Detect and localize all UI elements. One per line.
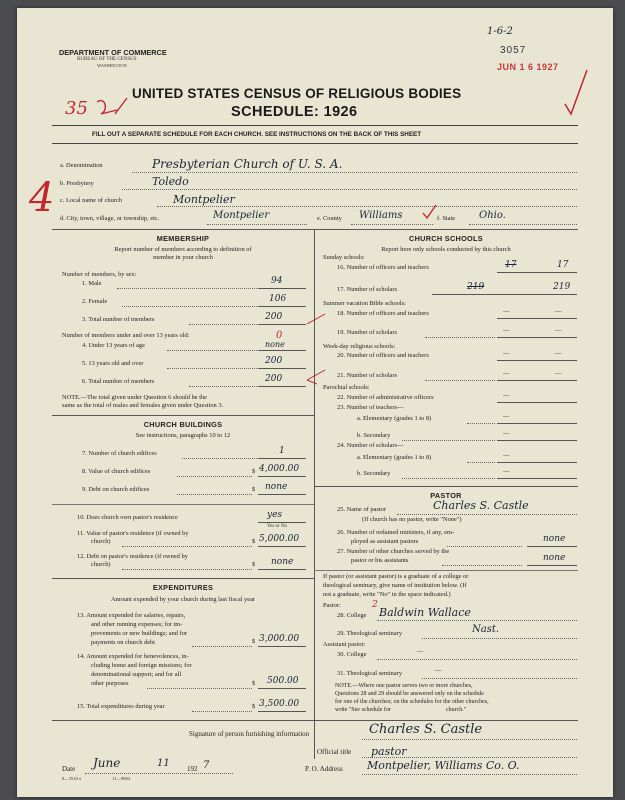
value-residence-value: 5,000.00 <box>259 534 300 544</box>
pastor-seminary-value: Nast. <box>472 624 500 635</box>
weekday-scholars-label: 21. Number of scholars <box>337 372 397 379</box>
running-expenses-label: 13. Amount expended for salaries, repairs, and other running expenses; for im- provements or new buildings; and for payments on church debt <box>77 612 188 646</box>
summer-scholars-label: 19. Number of scholars <box>337 329 397 336</box>
running-expenses-value: 3,000.00 <box>259 634 300 644</box>
assistant-seminary-label: 31. Theological seminary <box>337 670 403 677</box>
sunday-scholars-label: 17. Number of scholars <box>337 286 397 293</box>
po-address-label: P. O. Address <box>305 765 343 773</box>
scholars-elementary-label: a. Elementary (grades 1 to 8) <box>357 454 432 461</box>
department-label: DEPARTMENT OF COMMERCE <box>59 48 167 57</box>
owns-residence-label: 10. Does church own pastor's residence <box>77 514 178 521</box>
city-field-value: Montpelier <box>213 210 270 221</box>
local-name-value: Montpelier <box>173 193 235 206</box>
rule <box>52 143 578 144</box>
female-value: 106 <box>269 294 287 304</box>
debt-residence-value: none <box>271 557 294 567</box>
value-edifices-label: 8. Value of church edifices <box>82 468 151 475</box>
debt-edifices-label: 9. Debt on church edifices <box>82 486 150 493</box>
church-buildings-heading: CHURCH BUILDINGS <box>143 420 223 429</box>
13-and-over-label: 5. 13 years old and over <box>82 360 144 367</box>
total-members-6-value: 200 <box>265 374 283 384</box>
value-residence-label: church) <box>91 538 111 545</box>
teachers-elementary-label: a. Elementary (grades 1 to 8) <box>357 415 432 422</box>
presbytery-label: b. Presbytery <box>60 180 94 187</box>
schedule-title: SCHEDULE: 1926 <box>231 104 358 120</box>
church-edifices-value: 1 <box>279 446 285 456</box>
sunday-officers-value-crossed: 17 <box>505 260 517 270</box>
sunday-scholars-value-crossed: 219 <box>467 282 485 292</box>
total-members-label: 3. Total number of members <box>82 316 155 323</box>
under-13-value: none <box>265 340 285 349</box>
local-name-label: c. Local name of church <box>60 197 122 204</box>
church-schools-heading: CHURCH SCHOOLS <box>409 234 483 243</box>
state-value: Ohio. <box>479 210 506 221</box>
owns-residence-value: yes <box>267 510 283 520</box>
red-scribble-icon <box>95 96 129 118</box>
assistant-college-label: 30. College <box>337 651 367 658</box>
date-year-digit: 7 <box>203 760 210 771</box>
male-value: 94 <box>271 276 283 286</box>
date-year-printed: 192 <box>187 765 198 773</box>
other-churches-label: pastor or his assistants <box>351 557 409 564</box>
pastor-note: NOTE.—Where one pastor serves two or more churches, Questions 28 and 29 should be answered only on the schedule for one of the churches; on the schedules for the other churches, write "See schedule for church." <box>335 683 489 713</box>
assistant-ministers-label: ployed as assistant pastors <box>351 538 419 545</box>
scholars-secondary-label: b. Secondary <box>357 470 391 477</box>
corner-ref: 1-6-2 <box>487 26 513 37</box>
county-label: e. County <box>317 215 342 222</box>
serial-number: 3057 <box>500 45 527 56</box>
instruction-line: FILL OUT A SEPARATE SCHEDULE FOR EACH CHURCH. SEE INSTRUCTIONS ON THE BACK OF THIS SHEET <box>92 131 422 138</box>
date-label: Date <box>62 765 76 773</box>
benevolences-value: 500.00 <box>267 676 299 686</box>
county-value: Williams <box>359 210 403 221</box>
sunday-officers-label: 16. Number of officers and teachers <box>337 264 429 271</box>
under-13-label: 4. Under 13 years of age <box>82 342 145 349</box>
weekday-officers-label: 20. Number of officers and teachers <box>337 352 429 359</box>
date-day: 11 <box>157 758 170 769</box>
total-expenditures-value: 3,500.00 <box>259 699 300 709</box>
sunday-scholars-value: 219 <box>553 282 571 292</box>
signature-value: Charles S. Castle <box>369 722 483 737</box>
total-members-6-label: 6. Total number of members <box>82 378 155 385</box>
red-annotation-mark: 2 <box>372 600 378 610</box>
total-expenditures-label: 15. Total expenditures during year <box>77 703 165 710</box>
membership-heading: MEMBERSHIP <box>156 234 210 243</box>
rule <box>52 125 578 126</box>
form-number: 8—3518 a <box>62 776 81 781</box>
denomination-value: Presbyterian Church of U. S. A. <box>152 157 343 171</box>
debt-residence-label: church) <box>91 561 111 568</box>
pastor-name-value: Charles S. Castle <box>433 499 529 512</box>
value-edifices-value: 4,000.00 <box>259 464 300 474</box>
debt-edifices-value: none <box>265 482 288 492</box>
red-check-mark-icon <box>421 204 437 220</box>
city-label: WASHINGTON <box>97 63 127 68</box>
date-month: June <box>93 756 121 770</box>
pastor-college-label: 28. College <box>337 612 367 619</box>
bureau-label: BUREAU OF THE CENSUS <box>77 57 137 62</box>
pastor-name-label: 25. Name of pastor <box>337 506 386 513</box>
pastor-seminary-label: 29. Theological seminary <box>337 630 403 637</box>
city-field-label: d. City, town, village, or township, etc. <box>60 215 160 222</box>
red-handwritten-number: 35 <box>65 98 88 119</box>
red-margin-mark: 4 <box>29 175 55 221</box>
census-schedule-sheet: DEPARTMENT OF COMMERCE BUREAU OF THE CENSUS WASHINGTON 1-6-2 3057 JUN 1 6 1927 UNITED STATES CENSUS OF RELIGIOUS BODIES SCHEDULE: 1926 35 FILL OUT A SEPARATE SCHEDULE FOR EACH CHURCH. SEE INSTRUCTIONS ON THE BACK OF THIS SHEET 4 a. Denomination Presbyterian Church of U. S. A. b. Presbytery Toledo c. Local name of church Montpelier d. City, town, village, or township, etc. Montpelier e. County Williams f. State Ohio. MEMBERSHIP Report number of members according to definition of member in your church Number of members, by sex: 1. Male 94 2. Female 106 3. Total number of members 200 Number of members under and over 13 years old: 4. Under 13 years of age none 0 5. 13 years old and over 200 6. Total number of members 200 NOTE.—The total given under Question 6 should be the same as the total of males and females given under Question 3. CHURCH BUILDINGS See instructions, paragraphs 10 to 12 7. Number of church edifices 1 8. Value of church edifices $ 4,000.00 9. Debt on church edifices $ none 10. Does church own pastor's residence yes Yes or No 11. Value of pastor's residence (if owned by church) $ 5,000.00 12. Debt on pastor's residence (if owned by church) $ none EXPENDITURES Amount expended by your church during last fiscal year 13. Amount expended for salaries, repairs, and other running expenses; for im- provements or new buildings; and for payments on church debt $ 3,000.00 14. Amount expended for benevolences, in- cluding home and foreign missions; for denominational support; and for all other purposes $ 500.00 15. Total expenditures during year $ 3,500.00 CHURCH SCHOOLS Report here only schools conducted by this church Sunday schools: 16. Number of officers and teachers 17 17 17. Number of scholars 219 219 Summer vacation Bible schools: 18. Number of officers and teachers — — 19. Number of scholars — — Week-day religious schools: 20. Number of officers and teachers — — 21. Number of scholars — — Parochial schools: 22. Number of administrative officers — 23. Number of teachers— a. Elementary (grades 1 to 8) — b. Secondary — 24. Number of scholars— a. Elementary (grades 1 to 8) — b. Secondary — PASTOR 25. Name of pastor Charles S. Castle (If church has no pastor, write "None") 26. Number of ordained ministers, if any, em- ployed as assistant pastors none 27. Number of other churches served by the pastor or his assistants none If pastor (or assistant pastor) is a graduate of a college or theological seminary, give name of institution below. (If not a graduate, write "No" in the space indicated.) Pastor: 28. College 2 Baldwin Wallace 29. Theological seminary Nast. Assistant pastor: 30. College — 31. Theological seminary — NOTE.—Where one pastor serves two or more churches, Questions 28 and 29 should be answered only on the schedule for one of the churches; on the schedules for the other churches, write "See schedule for church." Signature of person furnishing information Charles S. Castle Official title pastor Date June 11 192 7 P. O. Address Montpelier, Williams Co. O. 8—3518 a 11—9084 <box>17 8 613 797</box>
pastor-heading: PASTOR <box>430 491 462 500</box>
presbytery-value: Toledo <box>152 175 189 188</box>
official-title-label: Official title <box>317 748 352 756</box>
total-members-value: 200 <box>265 312 283 322</box>
official-title-value: pastor <box>371 745 407 758</box>
state-label: f. State <box>437 215 456 222</box>
print-number: 11—9084 <box>112 776 130 781</box>
pastor-college-value: Baldwin Wallace <box>379 606 471 619</box>
sunday-officers-value: 17 <box>557 260 569 270</box>
other-churches-value: none <box>543 553 566 563</box>
church-edifices-label: 7. Number of church edifices <box>82 450 157 457</box>
benevolences-label: 14. Amount expended for benevolences, in- cluding home and foreign missions; for denominational support; and for all other purposes <box>77 653 192 687</box>
po-address-value: Montpelier, Williams Co. O. <box>367 759 520 772</box>
parochial-admin-label: 22. Number of administrative officers <box>337 394 434 401</box>
signature-label: Signature of person furnishing information <box>189 730 310 738</box>
under-13-red-correction: 0 <box>276 330 283 341</box>
male-label: 1. Male <box>82 280 102 287</box>
13-and-over-value: 200 <box>265 356 283 366</box>
assistant-ministers-value: none <box>543 534 566 544</box>
female-label: 2. Female <box>82 298 108 305</box>
denomination-label: a. Denomination <box>60 162 103 169</box>
received-date-stamp: JUN 1 6 1927 <box>497 62 559 72</box>
form-title: UNITED STATES CENSUS OF RELIGIOUS BODIES <box>132 86 462 101</box>
summer-officers-label: 18. Number of officers and teachers <box>337 310 429 317</box>
teachers-secondary-label: b. Secondary <box>357 432 391 439</box>
red-check-mark-icon <box>562 68 590 118</box>
expenditures-heading: EXPENDITURES <box>152 583 214 592</box>
